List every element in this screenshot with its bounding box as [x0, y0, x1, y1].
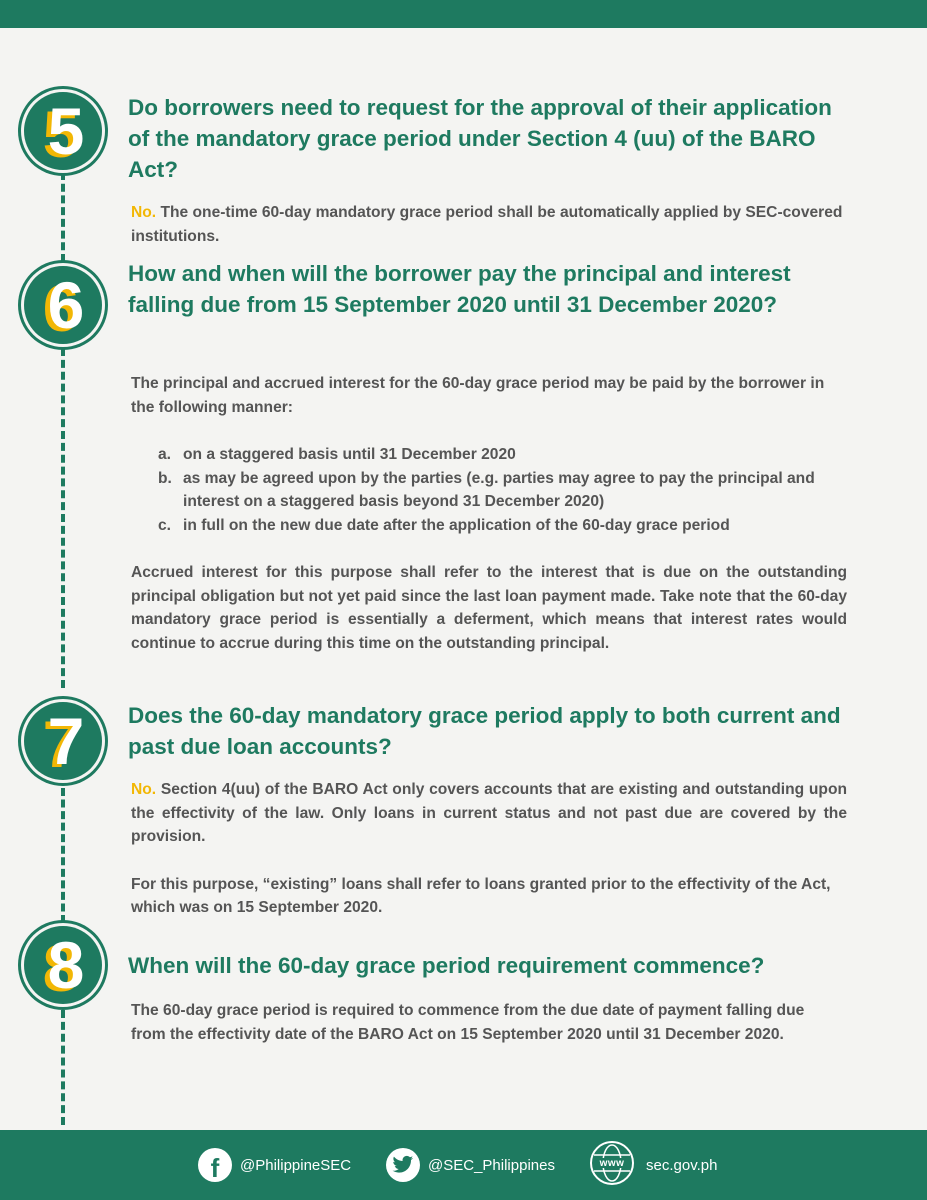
list-item-text: in full on the new due date after the application of the 60-day grace period: [183, 516, 730, 534]
step-number: 7: [47, 704, 85, 778]
list-item: [158, 514, 847, 538]
step-number: 6: [47, 268, 85, 342]
timeline-connector: [61, 788, 65, 923]
step-number: 5: [47, 94, 85, 168]
answer-intro: The principal and accrued interest for the 60-day grace period may be paid by the borrower in the following manner:: [131, 375, 825, 416]
list-item: [158, 443, 847, 467]
list-marker: b.: [158, 469, 172, 487]
facebook-link[interactable]: [198, 1148, 351, 1182]
answer-lead: No.: [131, 204, 157, 221]
twitter-handle: @SEC_Philippines: [428, 1156, 555, 1174]
timeline-connector: [61, 1010, 65, 1125]
list-item-text: as may be agreed upon by the parties (e.g. parties may agree to pay the principal and interest on a staggered basis beyond 31 December 2020): [183, 469, 815, 510]
answer-text: Section 4(uu) of the BARO Act only covers accounts that are existing and outstanding upon the effectivity of the law. Only loans in current status and not past due are covered by the provision.: [131, 781, 847, 845]
list-item-text: on a staggered basis until 31 December 2020: [183, 446, 516, 463]
facebook-handle: @PhilippineSEC: [240, 1156, 352, 1174]
answer-note: For this purpose, “existing” loans shall refer to loans granted prior to the effectivity of the Act, which was on 15 September 2020.: [131, 875, 831, 916]
step-badge-7: [24, 702, 102, 780]
list-item: [158, 467, 847, 514]
step-badge-6: [24, 266, 102, 344]
website-url: sec.gov.ph: [646, 1156, 718, 1174]
step-number: 8: [47, 928, 85, 1002]
list-marker: c.: [158, 516, 172, 534]
answer-5: [131, 201, 847, 248]
answer-paragraph: [131, 778, 847, 849]
globe-www-icon: [590, 1141, 634, 1185]
twitter-bird-icon: [386, 1148, 420, 1182]
question-8: When will the 60-day grace period requirement commence?: [128, 953, 765, 978]
question-6: How and when will the borrower pay the principal and interest falling due from 15 September 2020 until 31 December 2020?: [128, 261, 791, 317]
answer-note: Accrued interest for this purpose shall refer to the interest that is due on the outstanding principal obligation but not yet paid since the last loan payment made. Take note that the 60-day mandatory grace period is essentially a deferment, which means that interest rates would continue to accrue during this time on the outstanding principal.: [131, 564, 847, 652]
footer: [0, 1130, 927, 1200]
answer-lead: No.: [131, 781, 157, 798]
timeline-connector: [61, 348, 65, 688]
question-5: Do borrowers need to request for the approval of their application of the mandatory grace period under Section 4 (uu) of the BARO Act?: [128, 95, 832, 182]
facebook-icon: f: [198, 1148, 232, 1182]
question-7: Does the 60-day mandatory grace period apply to both current and past due loan accounts?: [128, 703, 841, 759]
timeline-connector: [61, 172, 65, 262]
list-marker: a.: [158, 446, 172, 463]
globe-www-label: www: [599, 1157, 625, 1169]
answer-text: The one-time 60-day mandatory grace period shall be automatically applied by SEC-covered institutions.: [131, 204, 843, 245]
top-brand-bar: [0, 0, 927, 28]
payment-options-list: [131, 443, 847, 537]
answer-6: [131, 372, 847, 655]
website-link[interactable]: [590, 1148, 717, 1182]
step-badge-8: [24, 926, 102, 1004]
answer-8: The 60-day grace period is required to commence from the due date of payment falling due from the effectivity date of the BARO Act on 15 September 2020 until 31 December 2020.: [131, 1002, 805, 1043]
answer-7: [131, 778, 847, 920]
step-badge-5: [24, 92, 102, 170]
twitter-link[interactable]: [386, 1148, 555, 1182]
